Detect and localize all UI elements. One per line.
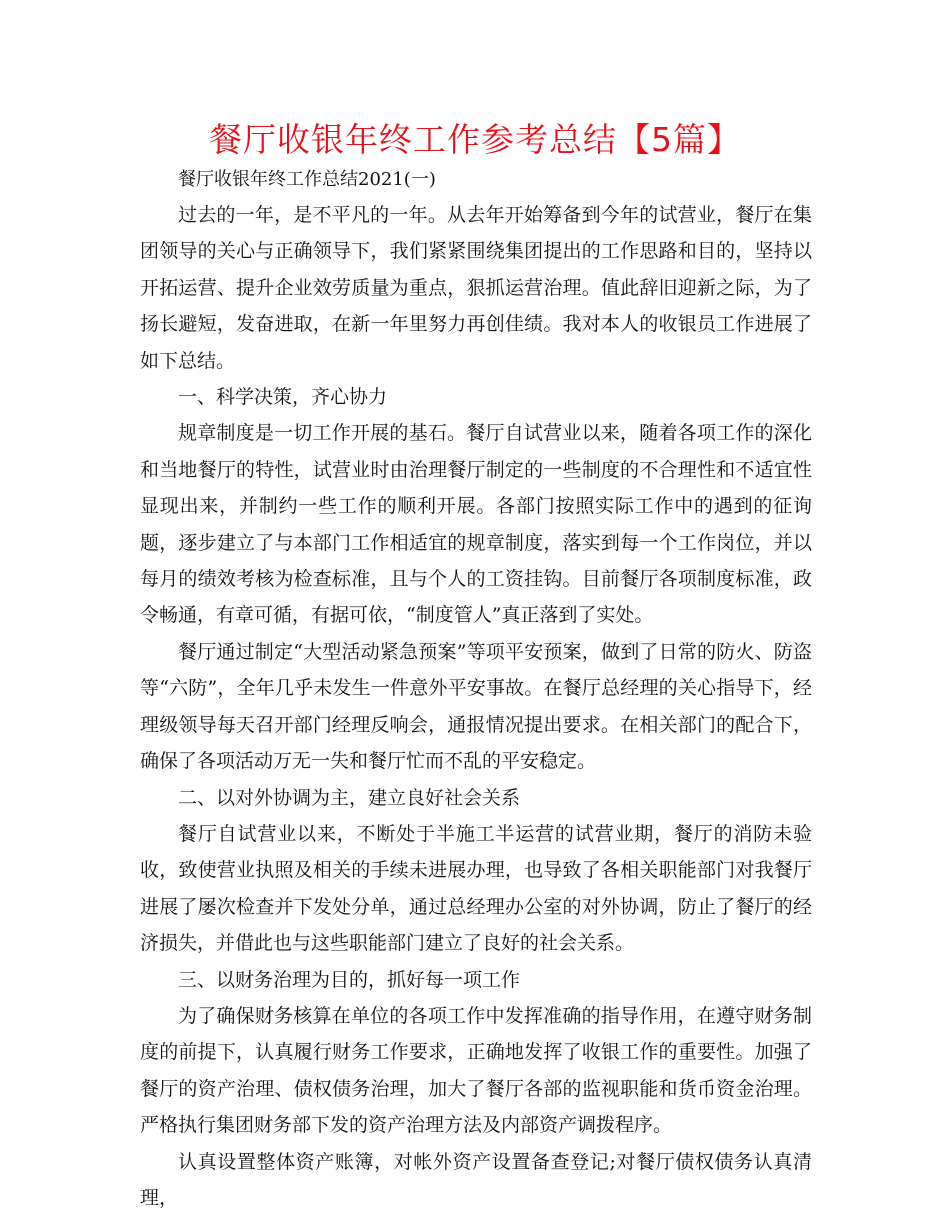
section-heading: 三、以财务治理为目的，抓好每一项工作 [178,968,521,991]
paragraph: 为了确保财务核算在单位的各项工作中发挥准确的指导作用，在遵守财务制度的前提下，认真履行财务工作要求，正确地发挥了收银工作的重要性。加强了餐厅的资产治理、债权债务治理，加大了餐厅各部的监视职能和货币资金治理。严格执行集团财务部下发的资产治理方法及内部资产调拨程序。 [140,1004,812,1137]
paragraph: 餐厅通过制定“大型活动紧急预案”等项平安预案，做到了日常的防火、防盗等“六防”，全年几乎未发生一件意外平安事故。在餐厅总经理的关心指导下，经理级领导每天召开部门经理反响会，通报情况提出要求。在相关部门的配合下，确保了各项活动万无一失和餐厅忙而不乱的平安稳定。 [140,640,812,773]
document-title: 餐厅收银年终工作参考总结【5篇】 [209,120,741,159]
section-subtitle: 餐厅收银年终工作总结2021(一) [178,169,436,190]
document-body [140,163,812,1216]
paragraph: 过去的一年，是不平凡的一年。从去年开始筹备到今年的试营业，餐厅在集团领导的关心与正确领导下，我们紧紧围绕集团提出的工作思路和目的，坚持以开拓运营、提升企业效劳质量为重点，狠抓运营治理。值此辞旧迎新之际，为了扬长避短，发奋进取，在新一年里努力再创佳绩。我对本人的收银员工作进展了如下总结。 [140,204,812,372]
section-heading: 一、科学决策，齐心协力 [178,386,388,409]
paragraph: 餐厅自试营业以来，不断处于半施工半运营的试营业期，餐厅的消防未验收，致使营业执照及相关的手续未进展办理，也导致了各相关职能部门对我餐厅进展了屡次检查并下发处分单，通过总经理办公室的对外协调，防止了餐厅的经济损失，并借此也与这些职能部门建立了良好的社会关系。 [140,822,812,955]
paragraph: 规章制度是一切工作开展的基石。餐厅自试营业以来，随着各项工作的深化和当地餐厅的特性，试营业时由治理餐厅制定的一些制度的不合理性和不适宜性显现出来，并制约一些工作的顺利开展。各部门按照实际工作中的遇到的征询题，逐步建立了与本部门工作相适宜的规章制度，落实到每一个工作岗位，并以每月的绩效考核为检查标准，且与个人的工资挂钩。目前餐厅各项制度标准，政令畅通，有章可循，有据可依，“制度管人”真正落到了实处。 [140,422,812,627]
section-heading: 二、以对外协调为主，建立良好社会关系 [178,786,521,809]
paragraph: 认真设置整体资产账簿，对帐外资产设置备查登记;对餐厅债权债务认真清理， [140,1150,812,1209]
